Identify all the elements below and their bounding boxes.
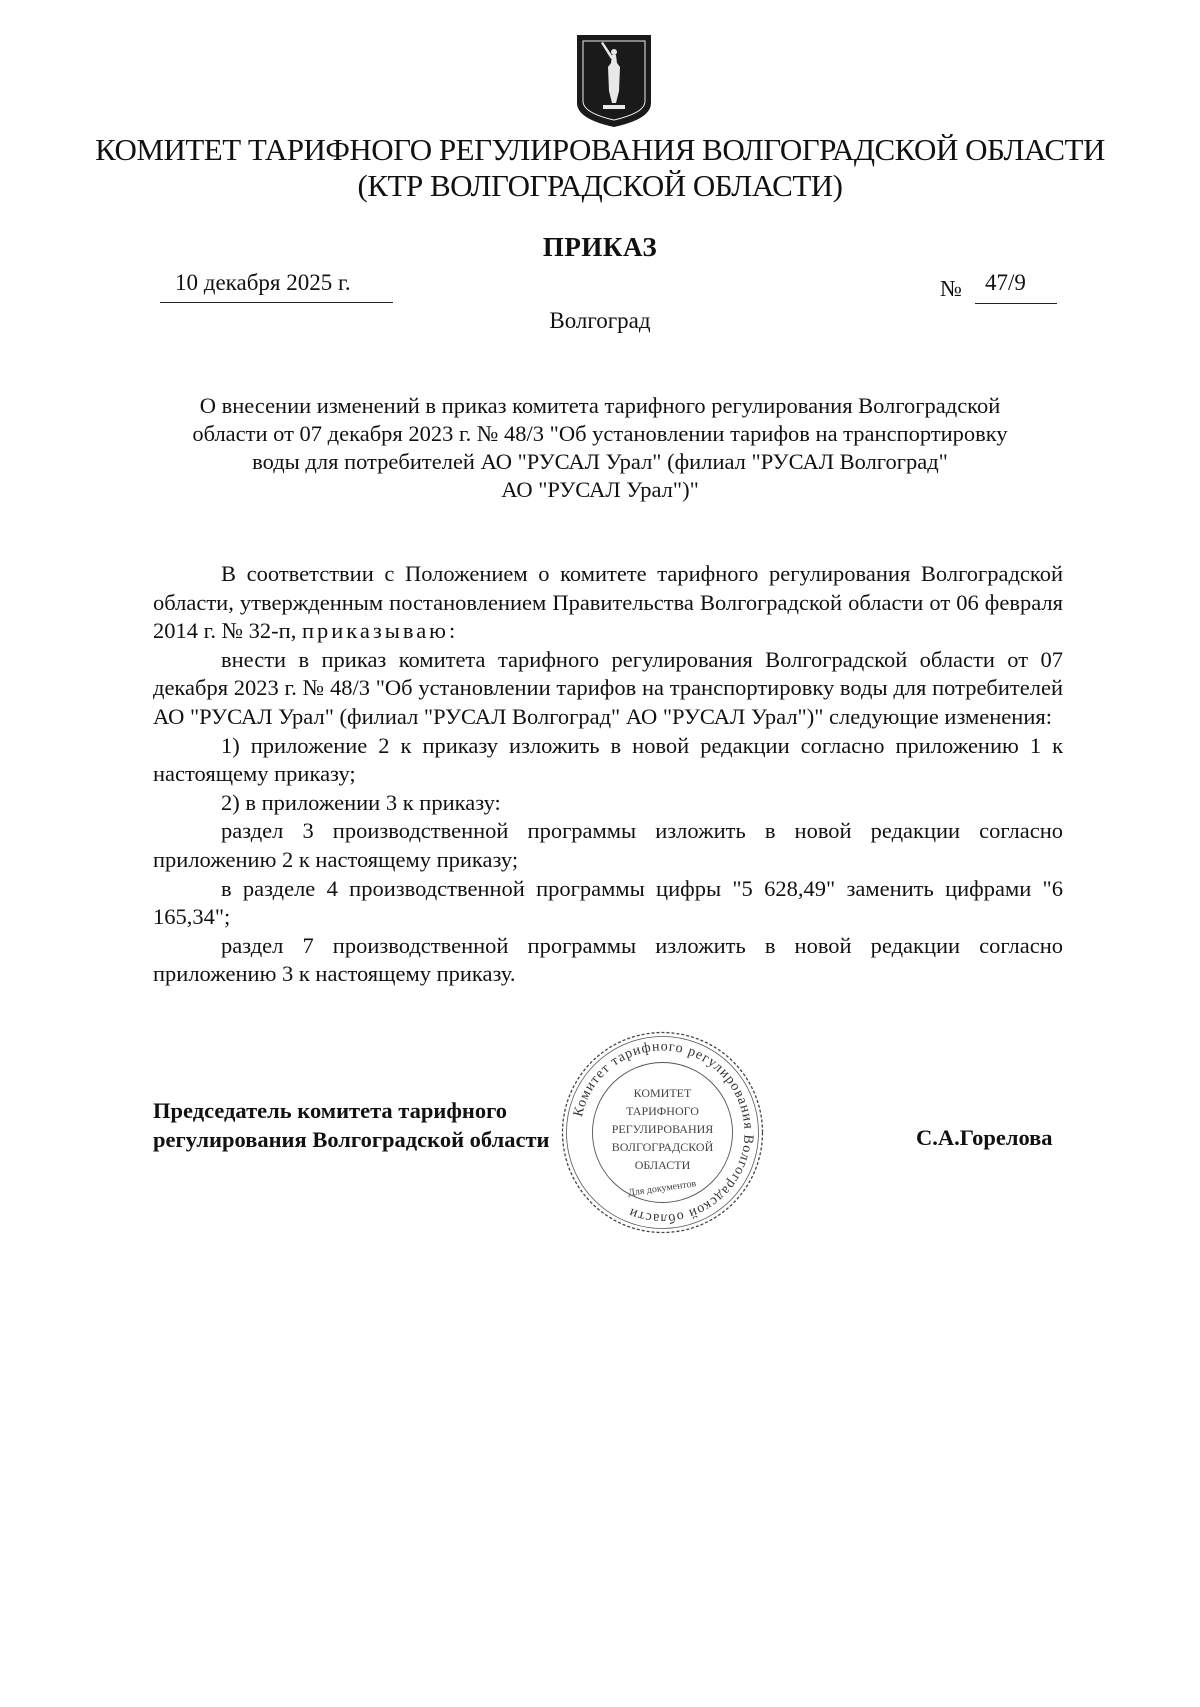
- body-paragraph: внести в приказ комитета тарифного регулирования Волгоградской области от 07 декабря 2023 г. № 48/3 "Об установлении тарифов на транспортировку воды для потребителей АО "РУСАЛ Урал" (филиал "РУСАЛ Волгоград" АО "РУСАЛ Урал")" следующие изменения:: [153, 646, 1063, 729]
- paragraph-text: :: [449, 618, 456, 644]
- organization-name: КОМИТЕТ ТАРИФНОГО РЕГУЛИРОВАНИЯ ВОЛГОГРАДСКОЙ ОБЛАСТИ: [95, 132, 1105, 167]
- paragraph-text: В соответствии с Положением о комитете тарифного регулирования Волгоградской области, утвержденным постановлением Правительства Волгоградской области от 06 февраля 2014 г. № 32-п,: [153, 561, 1063, 644]
- document-date: 10 декабря 2025 г.: [175, 270, 351, 295]
- stamp-inner-line: ВОЛГОГРАДСКОЙ: [611, 1140, 714, 1154]
- signatory-position: [153, 1096, 550, 1154]
- document-number: 47/9: [985, 270, 1026, 295]
- signatory-name: С.А.Горелова: [916, 1125, 1053, 1150]
- signatory-position-line: Председатель комитета тарифного: [153, 1098, 508, 1123]
- signatory-position-line: регулирования Волгоградской области: [153, 1127, 550, 1152]
- body-paragraph: в разделе 4 производственной программы цифры "5 628,49" заменить цифрами "6 165,34";: [153, 875, 1063, 930]
- coat-of-arms-emblem: [575, 33, 653, 129]
- number-sign: №: [940, 276, 962, 301]
- document-subject: [150, 392, 1050, 504]
- subject-line: области от 07 декабря 2023 г. № 48/3 "Об установлении тарифов на транспортировку: [192, 421, 1008, 446]
- official-stamp: [555, 1025, 770, 1240]
- body-paragraph: раздел 3 производственной программы изложить в новой редакции согласно приложению 2 к настоящему приказу;: [153, 818, 1063, 872]
- document-title: ПРИКАЗ: [542, 232, 658, 262]
- date-underline: [160, 302, 393, 303]
- document-city: Волгоград: [549, 308, 651, 333]
- body-paragraph: [153, 560, 1063, 646]
- stamp-bottom-text: Для документов: [627, 1178, 697, 1199]
- number-underline: [975, 303, 1057, 304]
- organization-short-name: (КТР ВОЛГОГРАДСКОЙ ОБЛАСТИ): [357, 168, 843, 203]
- body-paragraph: 2) в приложении 3 к приказу:: [221, 789, 501, 815]
- stamp-inner-line: ОБЛАСТИ: [634, 1158, 691, 1172]
- body-paragraph: 1) приложение 2 к приказу изложить в новой редакции согласно приложению 1 к настоящему приказу;: [153, 732, 1063, 787]
- subject-line: АО "РУСАЛ Урал")": [501, 477, 699, 502]
- stamp-outer-text: Комитет тарифного регулирования Волгоградской области: [571, 1039, 756, 1226]
- order-word: приказываю: [301, 618, 449, 644]
- body-paragraph: раздел 7 производственной программы изложить в новой редакции согласно приложению 3 к настоящему приказу.: [153, 932, 1063, 987]
- stamp-inner-line: РЕГУЛИРОВАНИЯ: [611, 1122, 714, 1136]
- stamp-inner-line: КОМИТЕТ: [633, 1086, 692, 1100]
- subject-line: воды для потребителей АО "РУСАЛ Урал" (филиал "РУСАЛ Волгоград": [252, 449, 948, 474]
- subject-line: О внесении изменений в приказ комитета тарифного регулирования Волгоградской: [199, 393, 1001, 418]
- document-body: [153, 560, 1063, 989]
- stamp-inner-line: ТАРИФНОГО: [626, 1104, 699, 1118]
